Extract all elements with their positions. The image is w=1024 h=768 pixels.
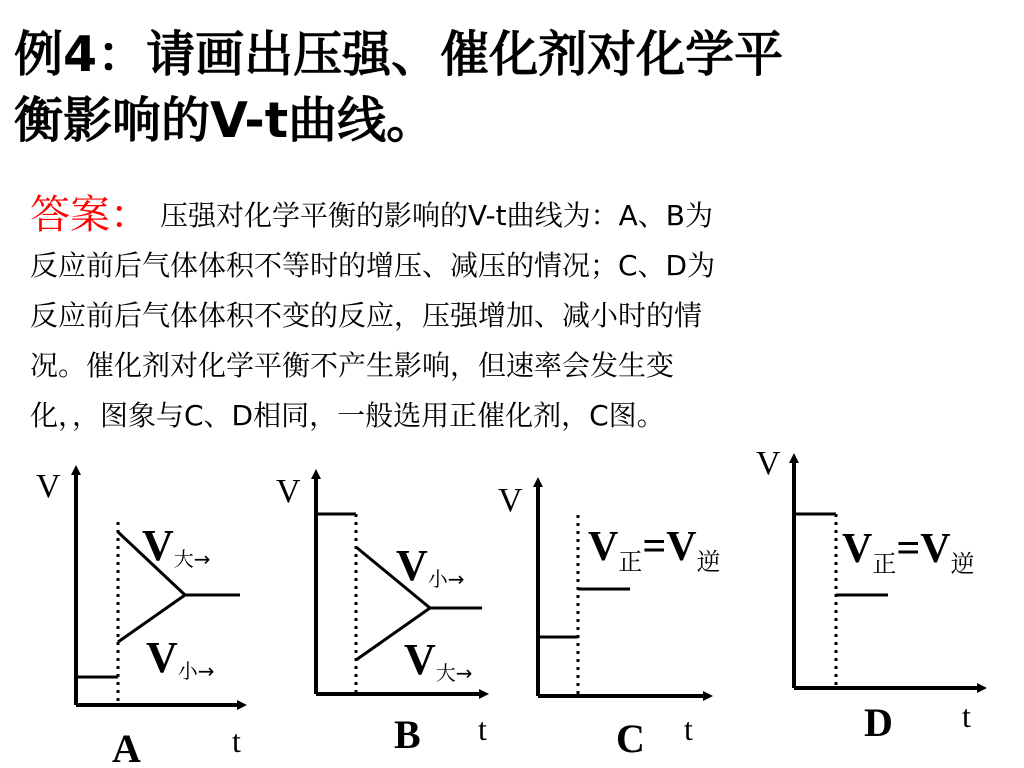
graph-c-equals: =: [642, 524, 667, 570]
graph-a-y-label: V: [36, 468, 61, 505]
graph-d-letter: D: [864, 700, 893, 745]
graph-d-sub-forward: 正: [872, 550, 897, 578]
graph-a-lower-sub: 小→: [177, 659, 215, 683]
graph-b-upper-sub: 小→: [427, 567, 465, 591]
graph-c-x-label: t: [684, 711, 693, 747]
graph-a-upper-sub: 大→: [173, 547, 211, 571]
graph-c-sub-forward: 正: [618, 548, 643, 576]
graph-b-upper-label: [396, 541, 465, 591]
graph-a-upper-v: V: [142, 521, 174, 570]
graph-d-v-reverse: V: [920, 526, 951, 572]
title-line-1: 例4：请画出压强、催化剂对化学平: [14, 26, 784, 83]
graph-a-lower-label: [146, 633, 215, 683]
graph-d: [756, 445, 982, 745]
graph-b-letter: B: [394, 712, 421, 757]
graph-c-rate-equation: [588, 524, 721, 576]
answer-label: 答案：: [30, 192, 150, 238]
answer-line-2: 反应前后气体体积不等时的增压、减压的情况；C、D为: [30, 249, 716, 282]
problem-title: [14, 22, 1014, 154]
graph-c-y-label: V: [498, 482, 523, 519]
answer-line-4: 况。催化剂对化学平衡不产生影响，但速率会发生变: [30, 349, 675, 382]
graph-c-v-reverse: V: [666, 524, 697, 570]
graph-c-v-forward: V: [588, 524, 619, 570]
title-line-2: 衡影响的V-t曲线。: [14, 92, 436, 149]
answer-line-5: 化，，图象与C、D相同，一般选用正催化剂，C图。: [30, 399, 665, 432]
graph-d-v-forward: V: [842, 526, 873, 572]
graph-a: [36, 468, 242, 768]
graph-b-y-label: V: [276, 473, 301, 510]
answer-block: [30, 190, 1015, 441]
graph-a-upper-label: [142, 521, 211, 571]
graph-d-y-label: V: [756, 445, 781, 482]
answer-text-1: 压强对化学平衡的影响的V-t曲线为：A、B为: [160, 199, 713, 232]
graph-c-letter: C: [616, 716, 645, 761]
answer-line-3: 反应前后气体体积不变的反应，压强增加、减小时的情: [30, 299, 703, 332]
graph-b: [276, 473, 487, 757]
graph-b-lower-label: [404, 635, 473, 685]
graph-b-x-label: t: [478, 711, 487, 747]
graph-d-x-label: t: [962, 698, 971, 734]
graph-b-lower-sub: 大→: [435, 661, 473, 685]
graph-d-rate-equation: [842, 526, 975, 578]
graph-b-upper-v: V: [396, 541, 428, 590]
graph-c-sub-reverse: 逆: [696, 548, 721, 576]
graph-c: [498, 482, 721, 761]
graph-a-x-label: t: [232, 723, 241, 759]
answer-line-1: [30, 190, 1015, 241]
graph-b-lower-v: V: [404, 635, 436, 684]
graph-d-equals: =: [896, 526, 921, 572]
graph-a-letter: A: [112, 726, 141, 768]
graph-a-lower-v: V: [146, 633, 178, 682]
vt-graphs: [0, 440, 1024, 768]
graph-d-sub-reverse: 逆: [950, 550, 975, 578]
